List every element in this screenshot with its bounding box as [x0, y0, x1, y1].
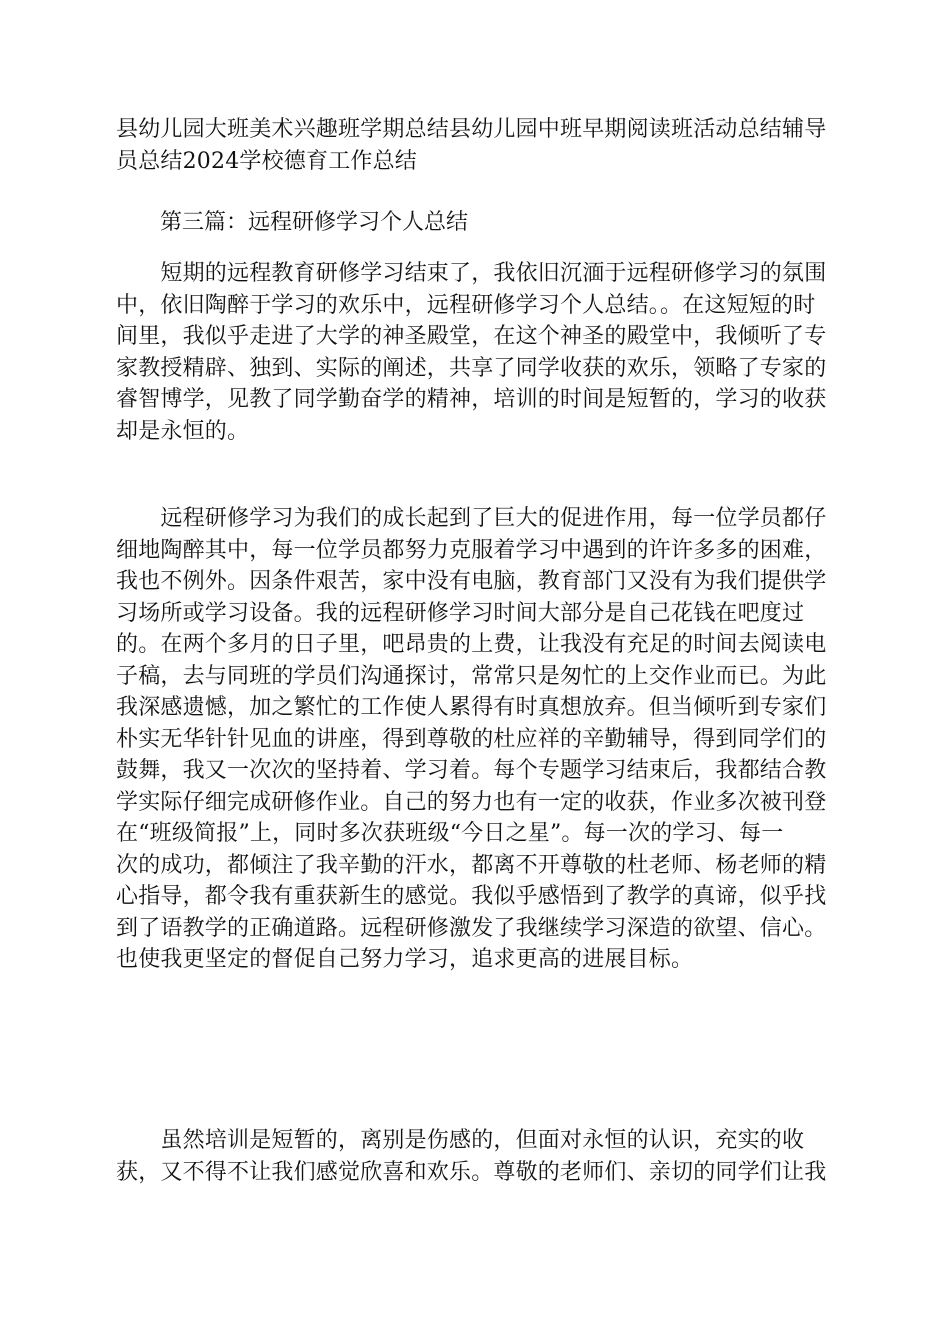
paragraph-3	[116, 1125, 834, 1188]
paragraph-line: 的。在两个多月的日子里，吧昂贵的上费，让我没有充足的时间去阅读电	[116, 632, 827, 657]
paragraph-line: 短期的远程教育研修学习结束了，我依旧沉湎于远程研修学习的氛围	[116, 261, 827, 286]
paragraph-line: 虽然培训是短暂的，离别是伤感的，但面对永恒的认识，充实的收	[116, 1128, 805, 1153]
paragraph-line: 间里，我似乎走进了大学的神圣殿堂，在这个神圣的殿堂中，我倾听了专	[116, 324, 827, 349]
paragraph-line: 获，又不得不让我们感觉欣喜和欢乐。尊敬的老师们、亲切的同学们让我	[116, 1159, 827, 1185]
paragraph-line: 细地陶醉其中，每一位学员都努力克服着学习中遇到的许许多多的困难，	[116, 537, 827, 563]
paragraph-line: 我也不例外。因条件艰苦，家中没有电脑，教育部门又没有为我们提供学	[116, 569, 827, 594]
paragraph-line: 鼓舞，我又一次次的坚持着、学习着。每个专题学习结束后，我都结合教	[116, 758, 827, 783]
paragraph-line: 到了语教学的正确道路。远程研修激发了我继续学习深造的欲望、信心。	[116, 915, 827, 941]
header-line: 县幼儿园大班美术兴趣班学期总结县幼儿园中班早期阅读班活动总结辅导	[116, 117, 827, 142]
header-line: 员总结2024学校德育工作总结	[116, 148, 417, 174]
paragraph-line: 习场所或学习设备。我的远程研修学习时间大部分是自己花钱在吧度过	[116, 600, 805, 626]
paragraph-line: 在“班级简报”上，同时多次获班级“今日之星”。每一次的学习、每一	[116, 821, 784, 846]
paragraph-line: 心指导，都令我有重获新生的感觉。我似乎感悟到了教学的真谛，似乎找	[116, 884, 827, 909]
paragraph-line: 学实际仔细完成研修作业。自己的努力也有一定的收获，作业多次被刊登	[116, 789, 827, 815]
paragraph-line: 家教授精辟、独到、实际的阐述，共享了同学收获的欢乐，领略了专家的	[116, 355, 827, 381]
header-text	[116, 114, 834, 177]
paragraph-line: 远程研修学习为我们的成长起到了巨大的促进作用，每一位学员都仔	[116, 506, 827, 531]
paragraph-line: 睿智博学，见教了同学勤奋学的精神，培训的时间是短暂的，学习的收获	[116, 387, 827, 412]
paragraph-line: 次的成功，都倾注了我辛勤的汗水，都离不开尊敬的杜老师、杨老师的精	[116, 852, 827, 878]
paragraph-line: 也使我更坚定的督促自己努力学习，追求更高的进展目标。	[116, 947, 694, 972]
paragraph-line: 我深感遗憾，加之繁忙的工作使人累得有时真想放弃。但当倾听到专家们	[116, 695, 827, 720]
paragraph-line: 却是永恒的。	[116, 418, 250, 444]
paragraph-line: 朴实无华针针见血的讲座，得到尊敬的杜应祥的辛勤辅导，得到同学们的	[116, 726, 827, 752]
paragraph-1	[116, 258, 834, 447]
paragraph-line: 中，依旧陶醉于学习的欢乐中，远程研修学习个人总结。。在这短短的时	[116, 292, 816, 318]
paragraph-2	[116, 503, 834, 976]
section-heading: 第三篇：远程研修学习个人总结	[160, 210, 469, 235]
paragraph-line: 子稿，去与同班的学员们沟通探讨，常常只是匆忙的上交作业而已。为此	[116, 663, 827, 689]
